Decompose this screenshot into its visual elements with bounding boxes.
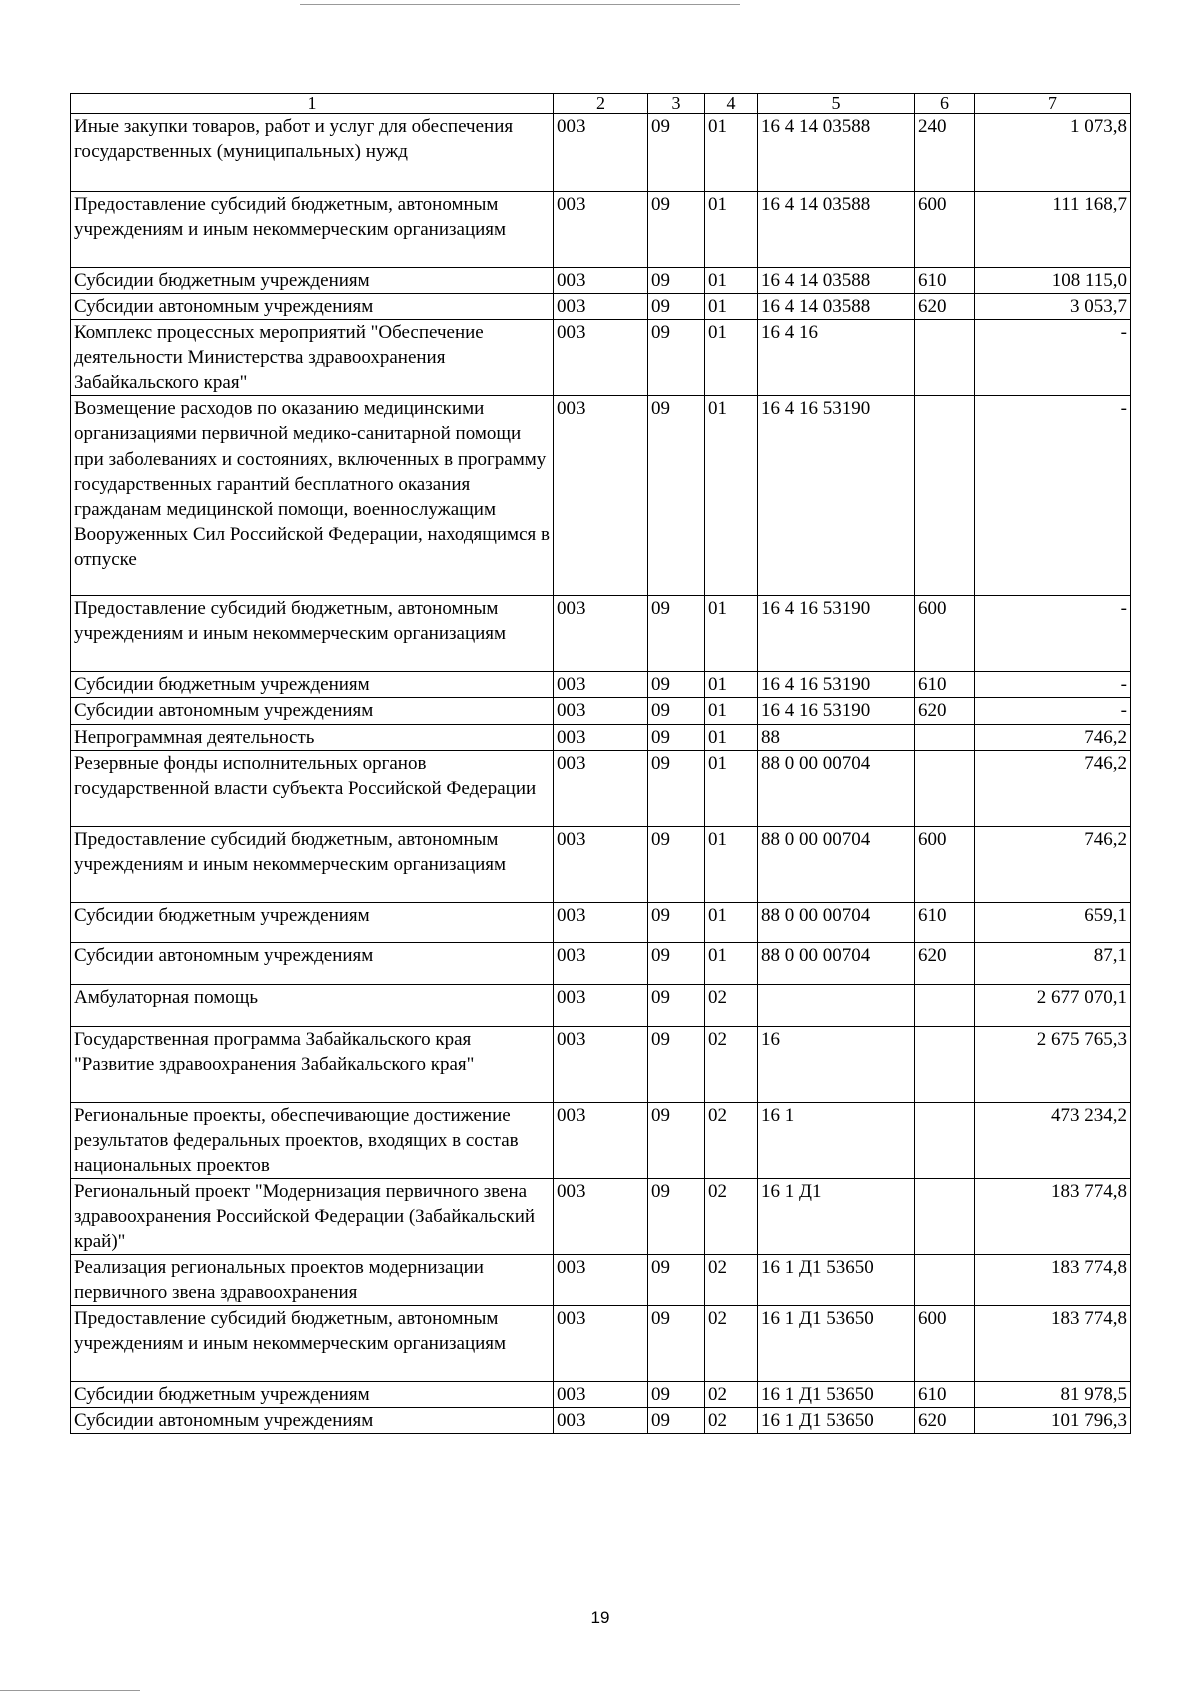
cell-amount: 659,1 [975,902,1131,942]
top-scan-rule [300,4,740,5]
cell-expense-type: 610 [915,1382,975,1408]
cell-name: Субсидии бюджетным учреждениям [71,1382,554,1408]
cell-amount: 111 168,7 [975,192,1131,268]
cell-name: Предоставление субсидий бюджетным, автономным учреждениям и иным некоммерческим организациям [71,192,554,268]
cell-admin-code: 003 [554,724,648,750]
table-row [71,1102,1131,1178]
table-row [71,724,1131,750]
table-row [71,698,1131,724]
cell-admin-code: 003 [554,114,648,192]
cell-subsection: 01 [705,114,758,192]
cell-subsection: 02 [705,1102,758,1178]
cell-admin-code: 003 [554,750,648,826]
cell-amount: - [975,672,1131,698]
cell-section: 09 [648,268,705,294]
cell-subsection: 02 [705,1408,758,1434]
budget-table [70,93,1131,1434]
table-row [71,826,1131,902]
table-row [71,268,1131,294]
cell-amount: 108 115,0 [975,268,1131,294]
cell-amount: 473 234,2 [975,1102,1131,1178]
cell-name: Иные закупки товаров, работ и услуг для обеспечения государственных (муниципальных) нужд [71,114,554,192]
cell-name: Комплекс процессных мероприятий "Обеспечение деятельности Министерства здравоохранения Забайкальского края" [71,320,554,396]
header-col-5: 5 [758,94,915,114]
cell-name: Предоставление субсидий бюджетным, автономным учреждениям и иным некоммерческим организациям [71,826,554,902]
cell-amount: 2 675 765,3 [975,1026,1131,1102]
cell-admin-code: 003 [554,396,648,596]
bottom-scan-rule [0,1690,140,1691]
cell-subsection: 02 [705,1306,758,1382]
cell-section: 09 [648,724,705,750]
cell-admin-code: 003 [554,596,648,672]
cell-target-article: 16 4 16 [758,320,915,396]
cell-section: 09 [648,396,705,596]
cell-section: 09 [648,750,705,826]
cell-expense-type: 610 [915,268,975,294]
cell-name: Региональные проекты, обеспечивающие достижение результатов федеральных проектов, входящих в состав национальных проектов [71,1102,554,1178]
cell-section: 09 [648,114,705,192]
cell-admin-code: 003 [554,826,648,902]
cell-admin-code: 003 [554,1255,648,1306]
cell-target-article: 16 1 Д1 53650 [758,1408,915,1434]
cell-subsection: 01 [705,826,758,902]
cell-section: 09 [648,1408,705,1434]
cell-section: 09 [648,1255,705,1306]
table-row [71,1408,1131,1434]
header-col-6: 6 [915,94,975,114]
cell-target-article: 16 1 Д1 53650 [758,1255,915,1306]
cell-target-article: 88 0 00 00704 [758,902,915,942]
cell-expense-type [915,1255,975,1306]
cell-admin-code: 003 [554,1026,648,1102]
cell-amount: 746,2 [975,826,1131,902]
cell-name: Субсидии автономным учреждениям [71,942,554,984]
cell-subsection: 01 [705,750,758,826]
cell-name: Субсидии бюджетным учреждениям [71,268,554,294]
cell-section: 09 [648,984,705,1026]
cell-expense-type: 600 [915,596,975,672]
cell-section: 09 [648,1306,705,1382]
cell-target-article: 16 1 Д1 53650 [758,1382,915,1408]
cell-subsection: 01 [705,672,758,698]
table-row [71,942,1131,984]
table-row [71,750,1131,826]
cell-target-article: 16 4 14 03588 [758,294,915,320]
cell-expense-type: 620 [915,1408,975,1434]
table-row [71,1306,1131,1382]
cell-subsection: 01 [705,294,758,320]
table-row [71,672,1131,698]
cell-section: 09 [648,1026,705,1102]
table-row [71,1026,1131,1102]
cell-name: Предоставление субсидий бюджетным, автономным учреждениям и иным некоммерческим организациям [71,596,554,672]
cell-admin-code: 003 [554,320,648,396]
cell-name: Резервные фонды исполнительных органов государственной власти субъекта Российской Федерации [71,750,554,826]
cell-amount: 183 774,8 [975,1178,1131,1254]
cell-section: 09 [648,294,705,320]
cell-admin-code: 003 [554,672,648,698]
cell-admin-code: 003 [554,1178,648,1254]
cell-name: Возмещение расходов по оказанию медицинскими организациями первичной медико-санитарной помощи при заболеваниях и состояниях, включенных в программу государственных гарантий бесплатного оказания гражданам медицинской помощи, военнослужащим Вооруженных Сил Российской Федерации, находящимся в отпуске [71,396,554,596]
cell-amount: - [975,698,1131,724]
header-col-4: 4 [705,94,758,114]
cell-subsection: 01 [705,698,758,724]
cell-subsection: 01 [705,902,758,942]
cell-target-article: 16 4 16 53190 [758,672,915,698]
table-row [71,396,1131,596]
cell-section: 09 [648,1178,705,1254]
cell-name: Непрограммная деятельность [71,724,554,750]
table-header [71,94,1131,114]
cell-target-article: 16 4 16 53190 [758,596,915,672]
cell-target-article [758,984,915,1026]
cell-name: Амбулаторная помощь [71,984,554,1026]
cell-expense-type: 240 [915,114,975,192]
cell-target-article: 16 1 Д1 [758,1178,915,1254]
cell-amount: 183 774,8 [975,1255,1131,1306]
cell-expense-type [915,1026,975,1102]
cell-expense-type: 600 [915,826,975,902]
cell-target-article: 16 1 Д1 53650 [758,1306,915,1382]
cell-amount: - [975,396,1131,596]
cell-amount: 101 796,3 [975,1408,1131,1434]
cell-admin-code: 003 [554,1102,648,1178]
cell-subsection: 01 [705,724,758,750]
cell-target-article: 88 0 00 00704 [758,826,915,902]
cell-amount: 81 978,5 [975,1382,1131,1408]
cell-section: 09 [648,698,705,724]
cell-name: Субсидии автономным учреждениям [71,294,554,320]
cell-name: Государственная программа Забайкальского края "Развитие здравоохранения Забайкальского края" [71,1026,554,1102]
cell-expense-type: 610 [915,672,975,698]
page-number: 19 [590,1608,610,1627]
cell-expense-type: 620 [915,698,975,724]
cell-section: 09 [648,672,705,698]
cell-target-article: 88 0 00 00704 [758,942,915,984]
cell-section: 09 [648,826,705,902]
table-body [71,114,1131,1434]
cell-name: Субсидии бюджетным учреждениям [71,672,554,698]
cell-section: 09 [648,596,705,672]
table-row [71,114,1131,192]
cell-section: 09 [648,902,705,942]
cell-name: Субсидии автономным учреждениям [71,1408,554,1434]
table-row [71,320,1131,396]
cell-name: Реализация региональных проектов модернизации первичного звена здравоохранения [71,1255,554,1306]
cell-subsection: 02 [705,1178,758,1254]
cell-admin-code: 003 [554,1408,648,1434]
cell-amount: 183 774,8 [975,1306,1131,1382]
cell-expense-type: 600 [915,192,975,268]
cell-admin-code: 003 [554,984,648,1026]
table-row [71,902,1131,942]
header-col-3: 3 [648,94,705,114]
cell-admin-code: 003 [554,268,648,294]
cell-amount: 2 677 070,1 [975,984,1131,1026]
table-row [71,1255,1131,1306]
cell-target-article: 16 4 14 03588 [758,192,915,268]
cell-amount: - [975,320,1131,396]
table-row [71,1178,1131,1254]
cell-expense-type [915,750,975,826]
cell-target-article: 16 4 14 03588 [758,114,915,192]
cell-target-article: 16 4 14 03588 [758,268,915,294]
cell-expense-type [915,396,975,596]
cell-admin-code: 003 [554,294,648,320]
cell-expense-type: 620 [915,294,975,320]
cell-amount: 746,2 [975,750,1131,826]
cell-name: Субсидии автономным учреждениям [71,698,554,724]
cell-section: 09 [648,1102,705,1178]
cell-expense-type: 610 [915,902,975,942]
cell-expense-type [915,984,975,1026]
table-row [71,596,1131,672]
cell-admin-code: 003 [554,1306,648,1382]
cell-target-article: 88 0 00 00704 [758,750,915,826]
header-col-2: 2 [554,94,648,114]
header-row [71,94,1131,114]
cell-target-article: 16 4 16 53190 [758,396,915,596]
cell-subsection: 01 [705,192,758,268]
cell-admin-code: 003 [554,698,648,724]
cell-subsection: 01 [705,596,758,672]
cell-section: 09 [648,320,705,396]
cell-expense-type: 620 [915,942,975,984]
cell-target-article: 16 4 16 53190 [758,698,915,724]
cell-subsection: 01 [705,268,758,294]
cell-subsection: 02 [705,1255,758,1306]
cell-subsection: 02 [705,984,758,1026]
cell-subsection: 02 [705,1026,758,1102]
table-row [71,984,1131,1026]
cell-expense-type [915,1102,975,1178]
cell-name: Региональный проект "Модернизация первичного звена здравоохранения Российской Федерации (Забайкальский край)" [71,1178,554,1254]
header-col-7: 7 [975,94,1131,114]
cell-subsection: 02 [705,1382,758,1408]
cell-admin-code: 003 [554,1382,648,1408]
cell-target-article: 16 [758,1026,915,1102]
cell-expense-type: 600 [915,1306,975,1382]
table-row [71,1382,1131,1408]
cell-section: 09 [648,192,705,268]
cell-name: Предоставление субсидий бюджетным, автономным учреждениям и иным некоммерческим организациям [71,1306,554,1382]
cell-admin-code: 003 [554,192,648,268]
cell-expense-type [915,320,975,396]
cell-expense-type [915,724,975,750]
cell-amount: 1 073,8 [975,114,1131,192]
cell-subsection: 01 [705,320,758,396]
cell-section: 09 [648,942,705,984]
cell-amount: 87,1 [975,942,1131,984]
cell-admin-code: 003 [554,942,648,984]
header-col-1: 1 [71,94,554,114]
cell-target-article: 16 1 [758,1102,915,1178]
cell-target-article: 88 [758,724,915,750]
cell-admin-code: 003 [554,902,648,942]
table-row [71,192,1131,268]
cell-amount: 746,2 [975,724,1131,750]
table-row [71,294,1131,320]
cell-name: Субсидии бюджетным учреждениям [71,902,554,942]
cell-subsection: 01 [705,942,758,984]
cell-subsection: 01 [705,396,758,596]
cell-amount: 3 053,7 [975,294,1131,320]
cell-expense-type [915,1178,975,1254]
cell-amount: - [975,596,1131,672]
cell-section: 09 [648,1382,705,1408]
